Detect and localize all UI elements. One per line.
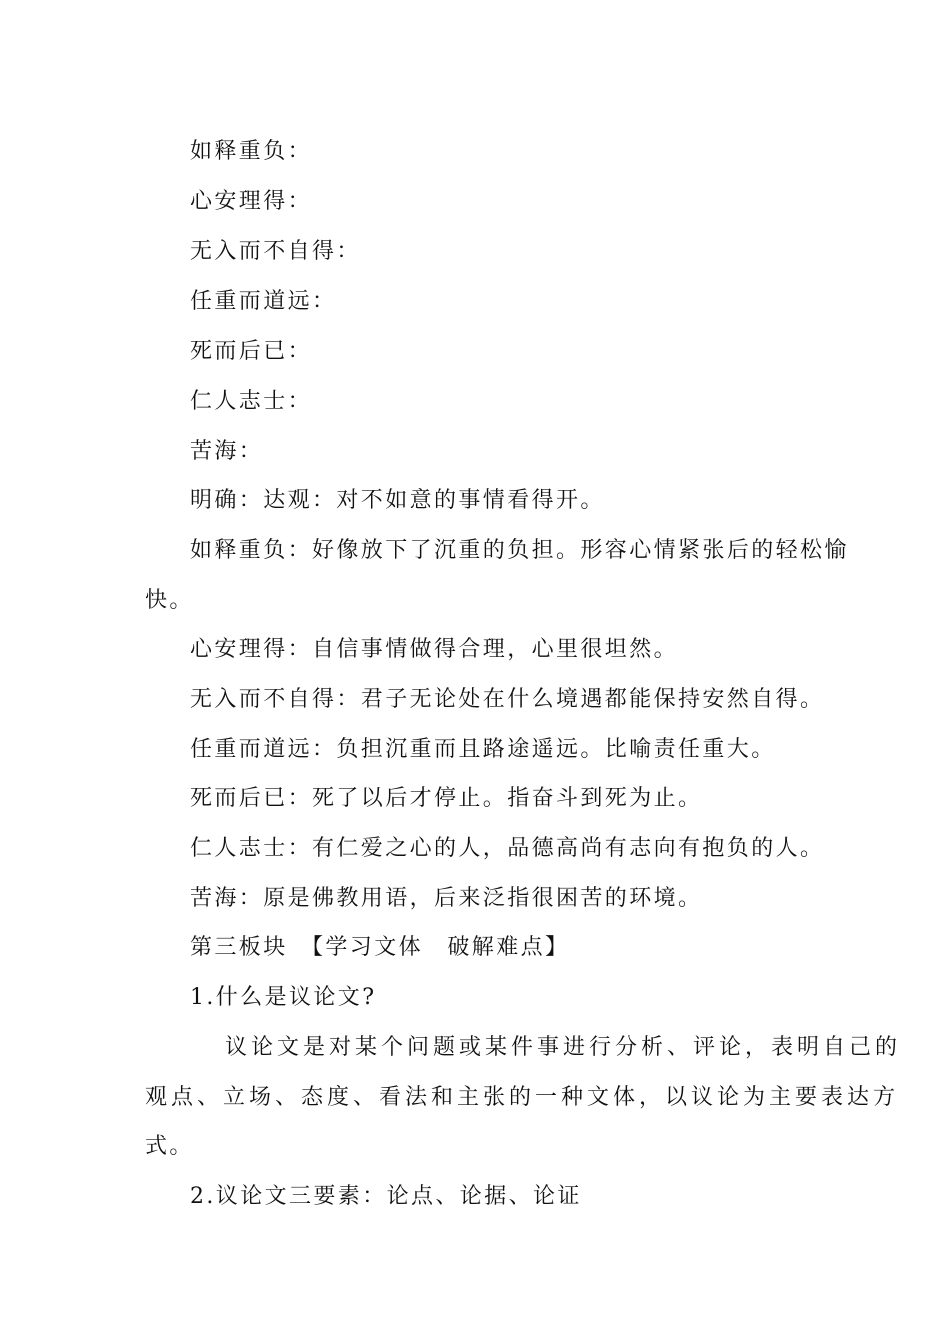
term-xinan: 心安理得： [190,189,313,214]
definition-xinan: 心安理得：自信事情做得合理，心里很坦然。 [190,637,679,662]
answer-1-line-2: 观点、立场、态度、看法和主张的一种文体，以议论为主要表达方 [145,1085,900,1110]
term-kuhai: 苦海： [190,439,264,464]
definition-rushi: 如释重负：好像放下了沉重的负担。形容心情紧张后的轻松愉 [190,538,849,563]
definition-rushi-continued: 快。 [145,588,194,613]
definition-renzhong: 任重而道远：负担沉重而且路途遥远。比喻责任重大。 [190,737,776,762]
definition-kuhai: 苦海：原是佛教用语，后来泛指很困苦的环境。 [190,886,703,911]
question-2: 2.议论文三要素：论点、论据、论证 [190,1184,582,1209]
definition-sier: 死而后已：死了以后才停止。指奋斗到死为止。 [190,786,703,811]
answer-1-line-1: 议论文是对某个问题或某件事进行分析、评论，表明自己的 [225,1035,902,1060]
term-wuru: 无入而不自得： [190,239,361,264]
definition-daguan: 明确：达观：对不如意的事情看得开。 [190,488,605,513]
answer-1-line-3: 式。 [145,1134,194,1159]
term-rushi: 如释重负： [190,139,313,164]
question-1: 1.什么是议论文? [190,985,377,1010]
term-sier: 死而后已： [190,339,313,364]
definition-wuru: 无入而不自得：君子无论处在什么境遇都能保持安然自得。 [190,687,825,712]
section-heading: 第三板块 【学习文体 破解难点】 [190,935,570,960]
term-renren: 仁人志士： [190,389,313,414]
term-renzhong: 任重而道远： [190,289,337,314]
definition-renren: 仁人志士：有仁爱之心的人，品德高尚有志向有抱负的人。 [190,836,825,861]
